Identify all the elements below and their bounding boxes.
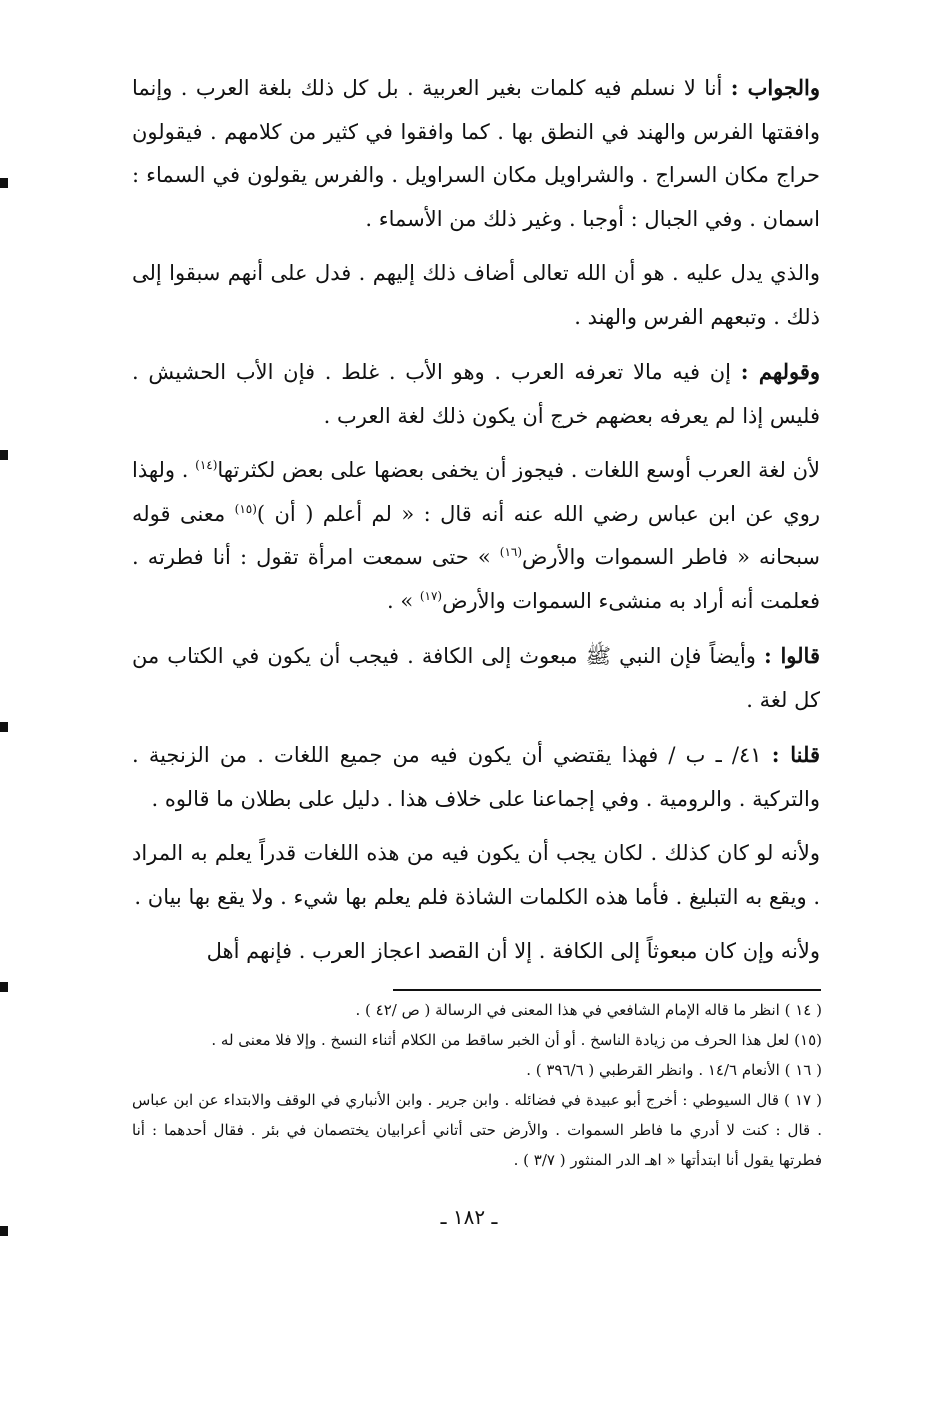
- footnotes-section: [132, 995, 822, 1175]
- paragraph-lead: قلنا :: [771, 742, 820, 767]
- paragraph-we-said: [132, 733, 820, 821]
- paragraph-they-said: [132, 634, 820, 722]
- paragraph-text-part: » حتى سمعت امرأة تقول : أنا فطرته . فعلمت أنه أراد به منشىء السموات والأرض: [132, 545, 820, 613]
- paragraph-their-claim: [132, 350, 820, 438]
- paragraph-text-part: معنى قوله سبحانه « فاطر السموات والأرض: [132, 501, 820, 569]
- margin-mark-icon: [0, 450, 8, 460]
- paragraph-text: وأيضاً فإن النبي ﷺ مبعوث إلى الكافة . فيجب أن يكون في الكتاب من كل لغة .: [132, 644, 820, 712]
- paragraph-text: أنا لا نسلم فيه كلمات بغير العربية . بل كل ذلك بلغة العرب . وإنما وافقتها الفرس والهند في النطق بها . كما وافقوا في كثير من كلامهم . فيقولون حراج مكان السراج . والشراويل مكان السراويل . والفرس يقولون في السماء : اسمان . وفي الجبال : أوجبا . وغير ذلك من الأسماء .: [132, 76, 820, 231]
- paragraph-text-part: » .: [386, 588, 420, 613]
- paragraph-text: ولأنه لو كان كذلك . لكان يجب أن يكون فيه من هذه اللغات قدراً يعلم به المراد . ويقع به التبليغ . فأما هذه الكلمات الشاذة فلم يعلم بها شيء . ولا يقع بها بيان .: [132, 841, 820, 909]
- page-number: ـ ١٨٢ ـ: [440, 1205, 498, 1229]
- paragraph-answer: [132, 66, 820, 241]
- paragraph-if-so: [132, 832, 820, 919]
- footnote-15: (١٥) لعل هذا الحرف من زيادة الناسخ . أو أن الخبر ساقط من الكلام أثناء النسخ . وإلا فلا معنى له .: [211, 1031, 822, 1049]
- footnote-14: ( ١٤ ) انظر ما قاله الإمام الشافعي في هذا المعنى في الرسالة ( ص /٤٢ ) .: [355, 1001, 822, 1019]
- footnote-reference: (١٤): [195, 458, 218, 472]
- paragraph-lead: والجواب :: [730, 75, 820, 100]
- paragraph-text: إن فيه مالا تعرفه العرب . وهو الأب . غلط . فإن الأب الحشيش . فليس إذا لم يعرفه بعضهم خرج أن يكون ذلك لغة العرب .: [132, 360, 820, 428]
- footnote-reference: (١٦): [499, 545, 523, 559]
- paragraph-text-part: . ولهذا روي عن ابن عباس رضي الله عنه أنه قال : « لم أعلم ( أن ): [132, 458, 820, 526]
- paragraph-lead: قالوا :: [764, 643, 820, 668]
- paragraph-text: والذي يدل عليه . هو أن الله تعالى أضاف ذلك إليهم . فدل على أنهم سبقوا إلى ذلك . وتبعهم الفرس والهند .: [132, 261, 820, 329]
- margin-mark-icon: [0, 722, 8, 732]
- footnote-reference: (١٥): [234, 501, 257, 516]
- paragraph-text: ٤١/ ـ ب / فهذا يقتضي أن يكون فيه من جميع اللغات . من الزنجية . والتركية . والرومية . وفي إجماعنا على خلاف هذا . دليل على بطلان ما قالوه .: [132, 743, 820, 811]
- paragraph-evidence: [132, 252, 820, 339]
- footnote-17: ( ١٧ ) قال السيوطي : أخرج أبو عبيدة في فضائله . وابن جرير . وابن الأنباري في الوقف والابتداء عن ابن عباس . قال : كنت لا أدري ما فاطر السموات . والأرض حتى أتاني أعرابيان يختصمان في بئر . فقال أحدهما : أنا فطرتها يقول أنا ابتدأتها « اهـ الدر المنثور ( ٣/٧ ) .: [132, 1091, 822, 1169]
- paragraph-text-part: لأن لغة العرب أوسع اللغات . فيجوز أن يخفى بعضها على بعض لكثرتها: [217, 458, 820, 482]
- footnote-reference: (١٧): [419, 588, 443, 603]
- margin-mark-icon: [0, 982, 8, 992]
- paragraph-text: ولأنه وإن كان مبعوثاً إلى الكافة . إلا أن القصد اعجاز العرب . فإنهم أهل: [206, 939, 820, 963]
- margin-mark-icon: [0, 1226, 8, 1236]
- paragraph-continuation: [132, 930, 820, 974]
- footnote-16: ( ١٦ ) الأنعام ١٤/٦ . وانظر القرطبي ( ٣٩٦/٦ ) .: [526, 1061, 822, 1079]
- paragraph-arab-language: [132, 449, 820, 623]
- paragraph-lead: وقولهم :: [740, 359, 820, 384]
- footnote-divider: [393, 989, 821, 991]
- main-text: [132, 66, 820, 985]
- margin-mark-icon: [0, 178, 8, 188]
